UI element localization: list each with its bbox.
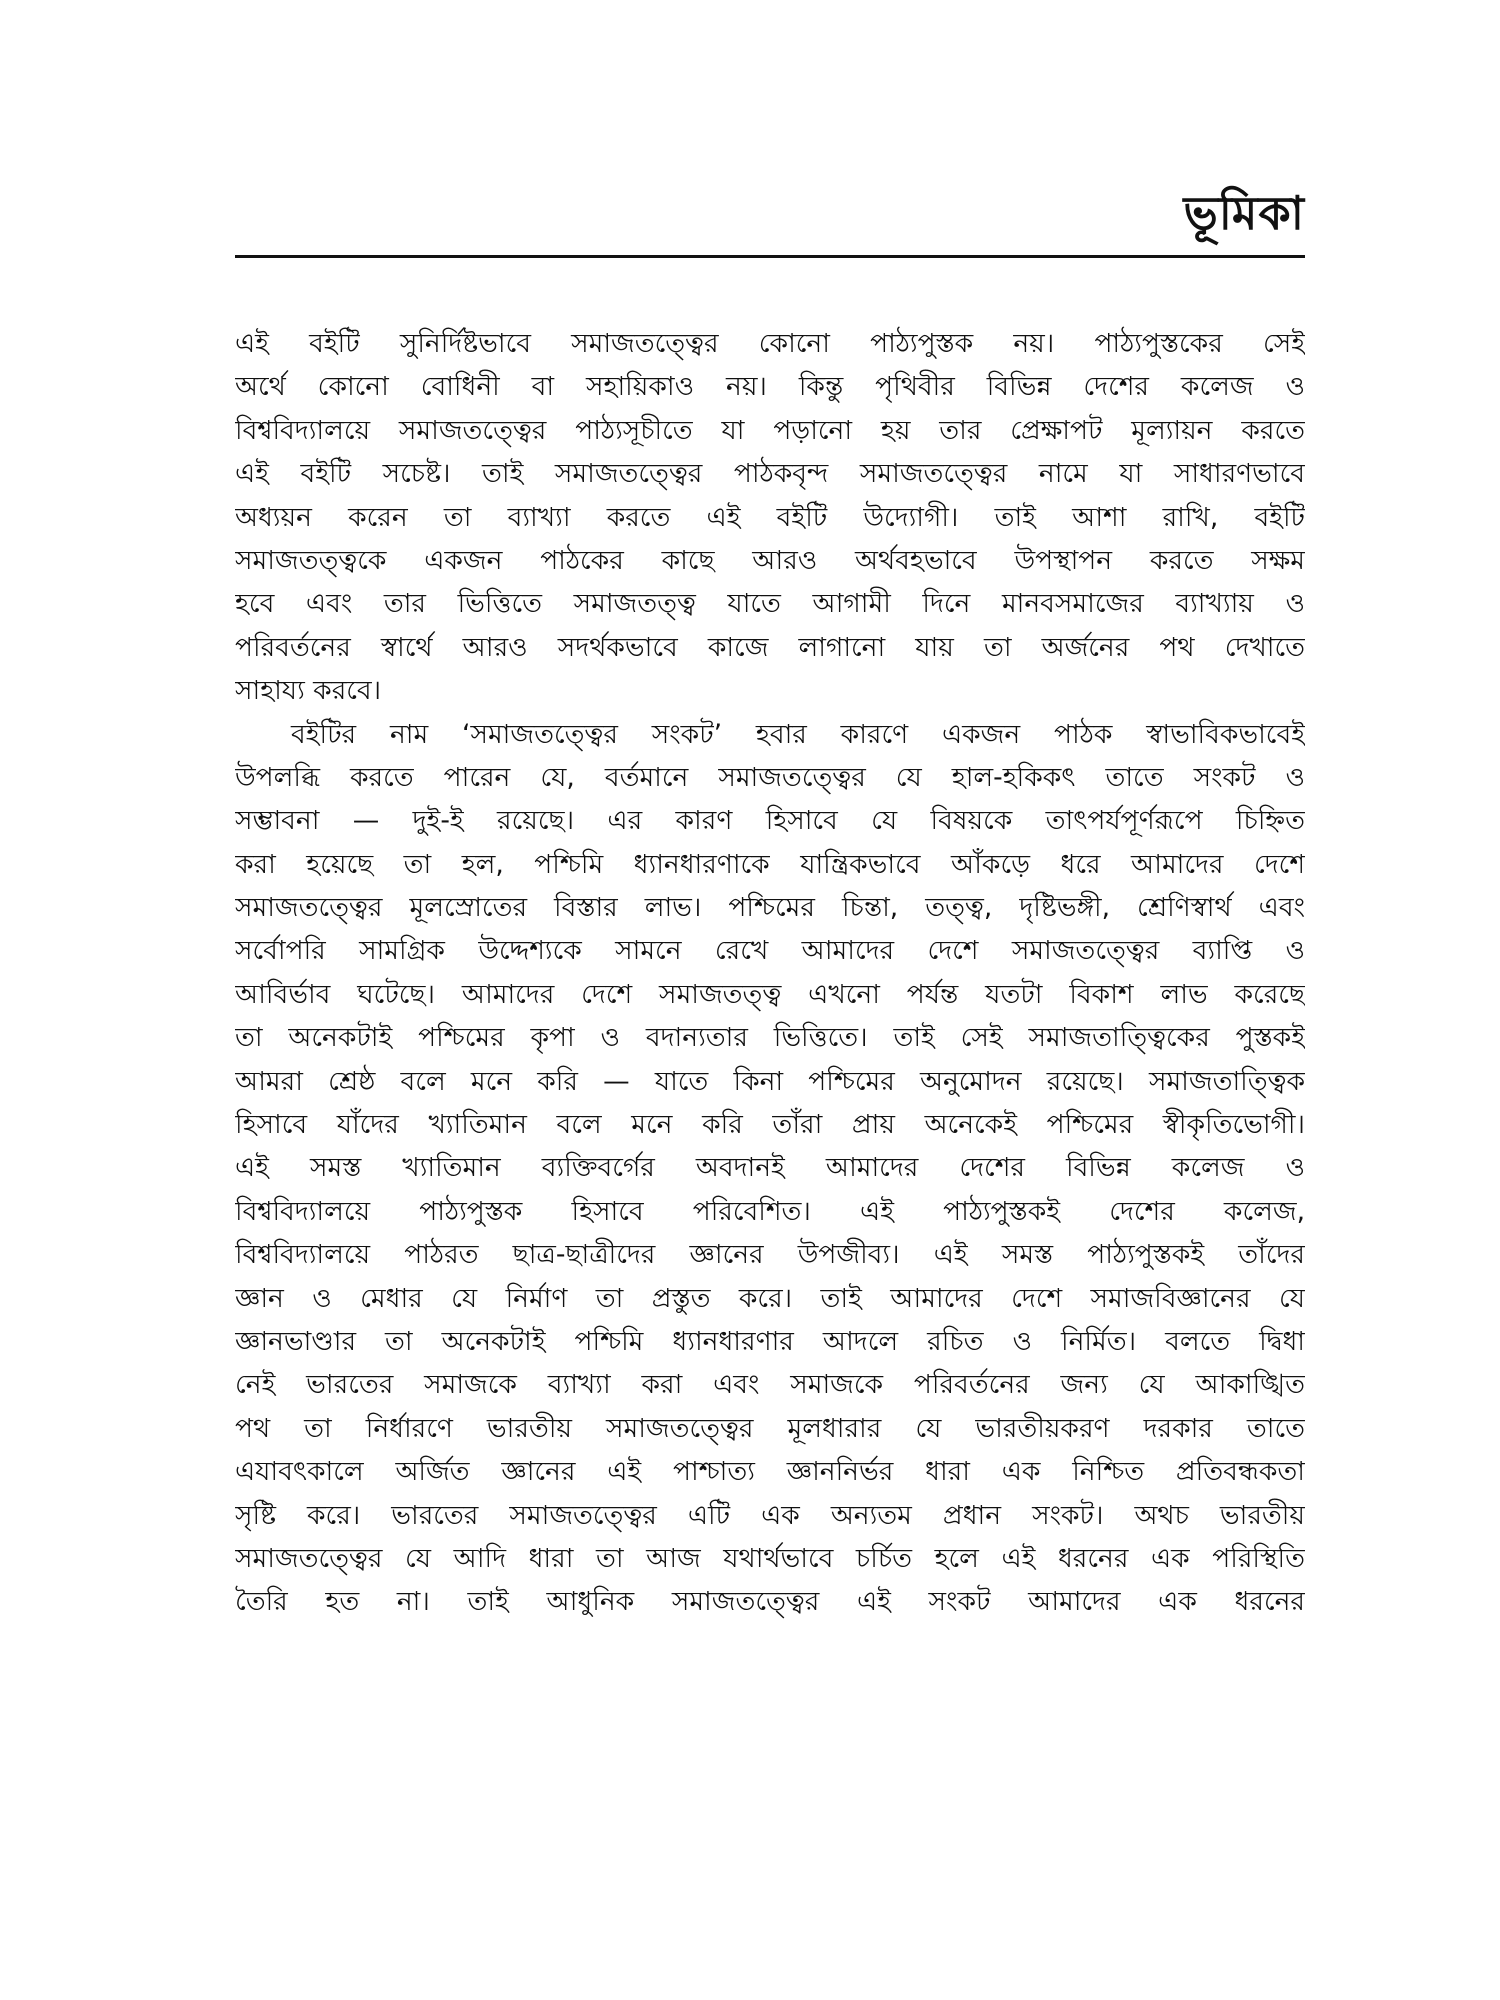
paragraph-2-line-12: বিশ্ববিদ্যালয়ে পাঠ্যপুস্তক হিসাবে পরিবেশিত। এই পাঠ্যপুস্তকই দেশের কলেজ, bbox=[235, 1195, 1305, 1227]
paragraph-1-line-5: অধ্যয়ন করেন তা ব্যাখ্যা করতে এই বইটি উদ্যোগী। তাই আশা রাখি, বইটি bbox=[235, 501, 1305, 533]
paragraph-2-line-6: সর্বোপরি সামগ্রিক উদ্দেশ্যকে সামনে রেখে আমাদের দেশে সমাজতত্ত্বের ব্যাপ্তি ও bbox=[235, 935, 1305, 967]
paragraph-2-line-2: উপলব্ধি করতে পারেন যে, বর্তমানে সমাজতত্ত্বের যে হাল-হকিকৎ তাতে সংকট ও bbox=[235, 761, 1305, 793]
paragraph-2-line-15: জ্ঞানভাণ্ডার তা অনেকটাই পশ্চিমি ধ্যানধারণার আদলে রচিত ও নির্মিত। বলতে দ্বিধা bbox=[235, 1325, 1305, 1357]
paragraph-2-line-19: সৃষ্টি করে। ভারতের সমাজতত্ত্বের এটি এক অন্যতম প্রধান সংকট। অথচ ভারতীয় bbox=[235, 1499, 1305, 1531]
paragraph-2-line-14: জ্ঞান ও মেধার যে নির্মাণ তা প্রস্তুত করে। তাই আমাদের দেশে সমাজবিজ্ঞানের যে bbox=[235, 1282, 1305, 1314]
paragraph-2-line-18: এযাবৎকালে অর্জিত জ্ঞানের এই পাশ্চাত্য জ্ঞাননির্ভর ধারা এক নিশ্চিত প্রতিবন্ধকতা bbox=[235, 1456, 1305, 1488]
paragraph-2-line-13: বিশ্ববিদ্যালয়ে পাঠরত ছাত্র-ছাত্রীদের জ্ঞানের উপজীব্য। এই সমস্ত পাঠ্যপুস্তকই তাঁদের bbox=[235, 1239, 1305, 1271]
paragraph-2-line-8: তা অনেকটাই পশ্চিমের কৃপা ও বদান্যতার ভিত্তিতে। তাই সেই সমাজতাত্ত্বিকের পুস্তকই bbox=[235, 1022, 1305, 1054]
paragraph-2-line-17: পথ তা নির্ধারণে ভারতীয় সমাজতত্ত্বের মূলধারার যে ভারতীয়করণ দরকার তাতে bbox=[235, 1412, 1305, 1444]
paragraph-2-line-16: নেই ভারতের সমাজকে ব্যাখ্যা করা এবং সমাজকে পরিবর্তনের জন্য যে আকাঙ্খিত bbox=[235, 1369, 1305, 1401]
paragraph-1-line-8: পরিবর্তনের স্বার্থে আরও সদর্থকভাবে কাজে লাগানো যায় তা অর্জনের পথ দেখাতে bbox=[235, 631, 1305, 663]
paragraph-1-line-2: অর্থে কোনো বোধিনী বা সহায়িকাও নয়। কিন্তু পৃথিবীর বিভিন্ন দেশের কলেজ ও bbox=[235, 371, 1305, 403]
paragraph-2-line-10: হিসাবে যাঁদের খ্যাতিমান বলে মনে করি তাঁরা প্রায় অনেকেই পশ্চিমের স্বীকৃতিভোগী। bbox=[235, 1109, 1305, 1141]
paragraph-1-line-1: এই বইটি সুনির্দিষ্টভাবে সমাজতত্ত্বের কোনো পাঠ্যপুস্তক নয়। পাঠ্যপুস্তকের সেই bbox=[235, 328, 1305, 359]
title-divider bbox=[235, 255, 1305, 258]
paragraph-2-line-1: বইটির নাম ‘সমাজতত্ত্বের সংকট’ হবার কারণে একজন পাঠক স্বাভাবিকভাবেই bbox=[291, 718, 1305, 750]
paragraph-2-line-4: করা হয়েছে তা হল, পশ্চিমি ধ্যানধারণাকে যান্ত্রিকভাবে আঁকড়ে ধরে আমাদের দেশে bbox=[235, 848, 1305, 880]
paragraph-1-line-6: সমাজতত্ত্বকে একজন পাঠকের কাছে আরও অর্থবহভাবে উপস্থাপন করতে সক্ষম bbox=[235, 544, 1305, 576]
paragraph-1-line-3: বিশ্ববিদ্যালয়ে সমাজতত্ত্বের পাঠ্যসূচীতে যা পড়ানো হয় তার প্রেক্ষাপট মূল্যায়ন করতে bbox=[235, 414, 1305, 446]
paragraph-1-line-4: এই বইটি সচেষ্ট। তাই সমাজতত্ত্বের পাঠকবৃন্দ সমাজতত্ত্বের নামে যা সাধারণভাবে bbox=[235, 458, 1305, 490]
paragraph-1-line-7: হবে এবং তার ভিত্তিতে সমাজতত্ত্ব যাতে আগামী দিনে মানবসমাজের ব্যাখ্যায় ও bbox=[235, 588, 1305, 620]
paragraph-2-line-7: আবির্ভাব ঘটেছে। আমাদের দেশে সমাজতত্ত্ব এখনো পর্যন্ত যতটা বিকাশ লাভ করেছে bbox=[235, 978, 1305, 1010]
paragraph-2-line-20: সমাজতত্ত্বের যে আদি ধারা তা আজ যথার্থভাবে চর্চিত হলে এই ধরনের এক পরিস্থিতি bbox=[235, 1542, 1305, 1574]
paragraph-1-line-9: সাহায্য করবে। bbox=[235, 675, 382, 707]
paragraph-2-line-11: এই সমস্ত খ্যাতিমান ব্যক্তিবর্গের অবদানই আমাদের দেশের বিভিন্ন কলেজ ও bbox=[235, 1152, 1305, 1184]
page-title: ভূমিকা bbox=[1183, 186, 1305, 240]
paragraph-2-line-9: আমরা শ্রেষ্ঠ বলে মনে করি — যাতে কিনা পশ্চিমের অনুমোদন রয়েছে। সমাজতাত্ত্বিক bbox=[235, 1065, 1305, 1097]
body-text bbox=[235, 322, 1305, 1624]
paragraph-2-line-5: সমাজতত্ত্বের মূলস্রোতের বিস্তার লাভ। পশ্চিমের চিন্তা, তত্ত্ব, দৃষ্টিভঙ্গী, শ্রেণিস্বার্থ এবং bbox=[235, 892, 1305, 924]
paragraph-2-line-3: সম্ভাবনা — দুই-ই রয়েছে। এর কারণ হিসাবে যে বিষয়কে তাৎপর্যপূর্ণরূপে চিহ্নিত bbox=[235, 805, 1305, 837]
paragraph-2-line-21: তৈরি হত না। তাই আধুনিক সমাজতত্ত্বের এই সংকট আমাদের এক ধরনের bbox=[235, 1586, 1305, 1618]
